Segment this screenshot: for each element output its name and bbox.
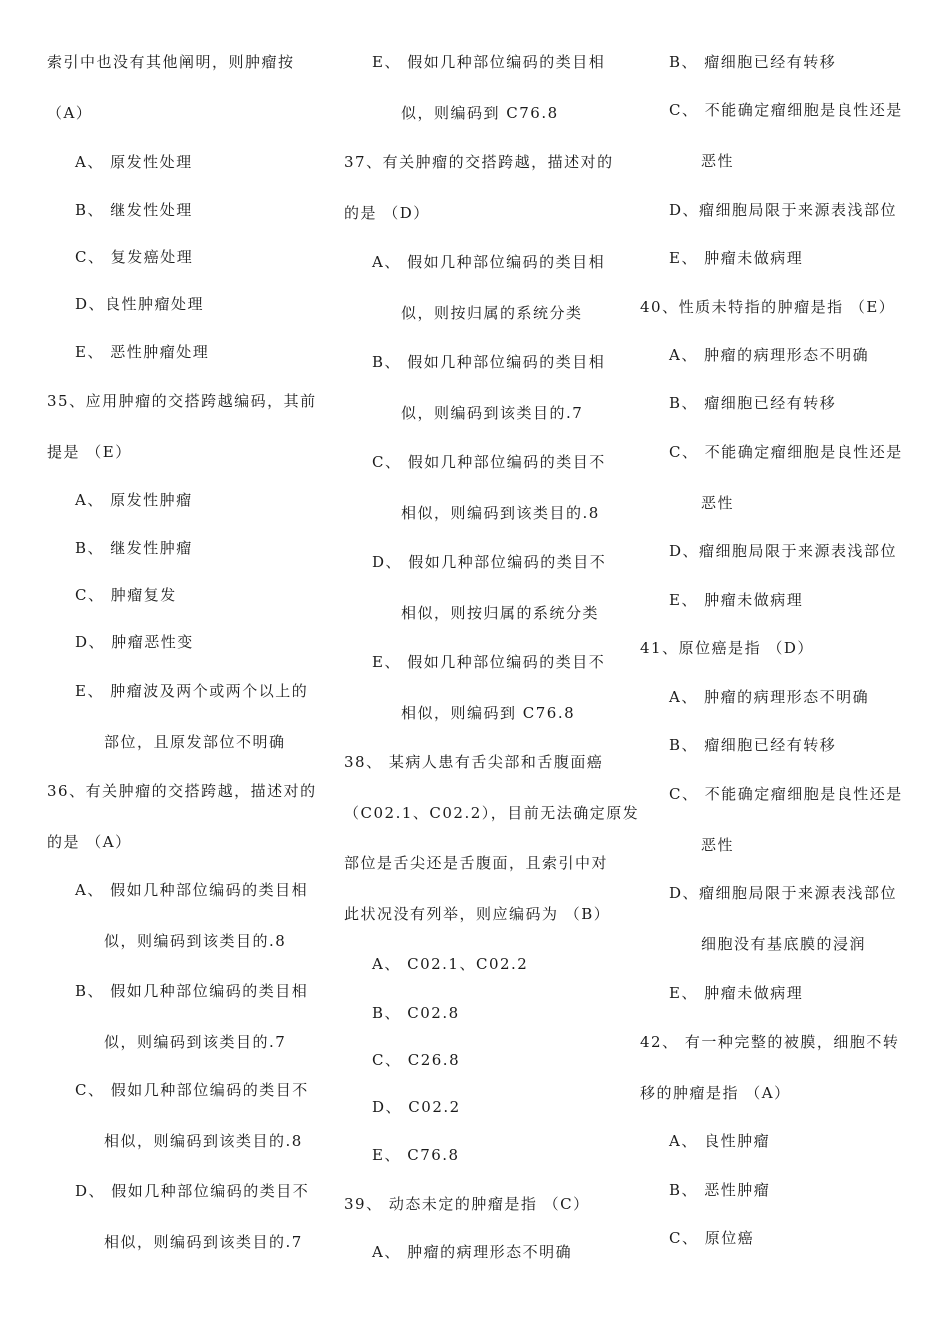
text-line: B、 瘤细胞已经有转移 xyxy=(669,736,837,754)
text-line: D、 假如几种部位编码的类目不 xyxy=(75,1182,310,1200)
text-line: 的是 （D） xyxy=(344,204,430,222)
text-line: 的是 （A） xyxy=(47,833,132,851)
text-line: E、 假如几种部位编码的类目不 xyxy=(372,653,606,671)
text-line: A、 假如几种部位编码的类目相 xyxy=(372,253,606,271)
text-line: C、 肿瘤复发 xyxy=(75,586,177,604)
text-line: 40、性质未特指的肿瘤是指 （E） xyxy=(640,298,896,316)
text-line: B、 瘤细胞已经有转移 xyxy=(669,53,837,71)
text-line: E、 肿瘤未做病理 xyxy=(669,249,804,267)
text-line: 38、 某病人患有舌尖部和舌腹面癌 xyxy=(344,753,604,771)
text-line: A、 C02.1、C02.2 xyxy=(372,955,529,973)
text-line: D、 假如几种部位编码的类目不 xyxy=(372,553,607,571)
text-line: 39、 动态未定的肿瘤是指 （C） xyxy=(344,1195,590,1213)
text-line: A、 肿瘤的病理形态不明确 xyxy=(669,346,870,364)
text-line: 相似，则编码到该类目的.7 xyxy=(104,1233,303,1251)
text-line: E、 恶性肿瘤处理 xyxy=(75,343,210,361)
text-line: A、 原发性肿瘤 xyxy=(75,491,193,509)
text-line: A、 肿瘤的病理形态不明确 xyxy=(669,688,870,706)
text-line: 相似，则按归属的系统分类 xyxy=(401,604,600,622)
text-line: C、 复发癌处理 xyxy=(75,248,194,266)
text-line: C、 不能确定瘤细胞是良性还是 xyxy=(669,443,903,461)
text-line: D、瘤细胞局限于来源表浅部位 xyxy=(669,542,898,560)
text-line: B、 恶性肿瘤 xyxy=(669,1181,771,1199)
text-line: B、 假如几种部位编码的类目相 xyxy=(372,353,606,371)
text-line: C、 原位癌 xyxy=(669,1229,755,1247)
text-line: D、 肿瘤恶性变 xyxy=(75,633,194,651)
text-line: （A） xyxy=(47,104,93,122)
text-line: E、 肿瘤波及两个或两个以上的 xyxy=(75,682,309,700)
text-line: B、 继发性肿瘤 xyxy=(75,539,193,557)
text-line: E、 假如几种部位编码的类目相 xyxy=(372,53,606,71)
text-line: 36、有关肿瘤的交搭跨越，描述对的 xyxy=(47,782,317,800)
text-line: 恶性 xyxy=(701,494,735,512)
text-line: C、 C26.8 xyxy=(372,1051,461,1069)
text-line: A、 肿瘤的病理形态不明确 xyxy=(372,1243,573,1261)
text-line: A、 原发性处理 xyxy=(75,153,193,171)
text-line: C、 不能确定瘤细胞是良性还是 xyxy=(669,101,903,119)
text-line: B、 假如几种部位编码的类目相 xyxy=(75,982,309,1000)
text-line: 此状况没有列举，则应编码为 （B） xyxy=(344,905,611,923)
text-line: （C02.1、C02.2），目前无法确定原发 xyxy=(344,804,640,822)
text-line: B、 瘤细胞已经有转移 xyxy=(669,394,837,412)
text-line: D、良性肿瘤处理 xyxy=(75,295,205,313)
text-line: D、瘤细胞局限于来源表浅部位 xyxy=(669,201,898,219)
text-line: 似，则编码到该类目的.7 xyxy=(401,404,584,422)
text-line: 42、 有一种完整的被膜，细胞不转 xyxy=(640,1033,900,1051)
text-line: A、 假如几种部位编码的类目相 xyxy=(75,881,309,899)
text-line: 似，则按归属的系统分类 xyxy=(401,304,583,322)
text-line: 相似，则编码到该类目的.8 xyxy=(401,504,600,522)
text-line: 37、有关肿瘤的交搭跨越，描述对的 xyxy=(344,153,614,171)
text-line: 恶性 xyxy=(701,152,735,170)
text-line: C、 假如几种部位编码的类目不 xyxy=(75,1081,309,1099)
text-line: 部位是舌尖还是舌腹面，且索引中对 xyxy=(344,854,609,872)
text-line: 似，则编码到该类目的.8 xyxy=(104,932,287,950)
text-line: 索引中也没有其他阐明，则肿瘤按 xyxy=(47,53,295,71)
text-line: D、 C02.2 xyxy=(372,1098,461,1116)
text-line: 提是 （E） xyxy=(47,443,132,461)
text-line: 似，则编码到 C76.8 xyxy=(401,104,559,122)
text-line: 细胞没有基底膜的浸润 xyxy=(701,935,867,953)
text-line: 似，则编码到该类目的.7 xyxy=(104,1033,287,1051)
text-line: E、 肿瘤未做病理 xyxy=(669,984,804,1002)
text-line: E、 肿瘤未做病理 xyxy=(669,591,804,609)
text-line: A、 良性肿瘤 xyxy=(669,1132,771,1150)
text-line: D、瘤细胞局限于来源表浅部位 xyxy=(669,884,898,902)
text-line: C、 不能确定瘤细胞是良性还是 xyxy=(669,785,903,803)
text-line: 移的肿瘤是指 （A） xyxy=(640,1084,791,1102)
text-line: B、 C02.8 xyxy=(372,1004,460,1022)
text-line: 41、原位癌是指 （D） xyxy=(640,639,814,657)
text-line: C、 假如几种部位编码的类目不 xyxy=(372,453,606,471)
text-line: 35、应用肿瘤的交搭跨越编码，其前 xyxy=(47,392,317,410)
text-line: 相似，则编码到该类目的.8 xyxy=(104,1132,303,1150)
text-line: 部位，且原发部位不明确 xyxy=(104,733,286,751)
text-line: E、 C76.8 xyxy=(372,1146,460,1164)
text-line: 相似，则编码到 C76.8 xyxy=(401,704,576,722)
text-line: 恶性 xyxy=(701,836,735,854)
text-line: B、 继发性处理 xyxy=(75,201,193,219)
